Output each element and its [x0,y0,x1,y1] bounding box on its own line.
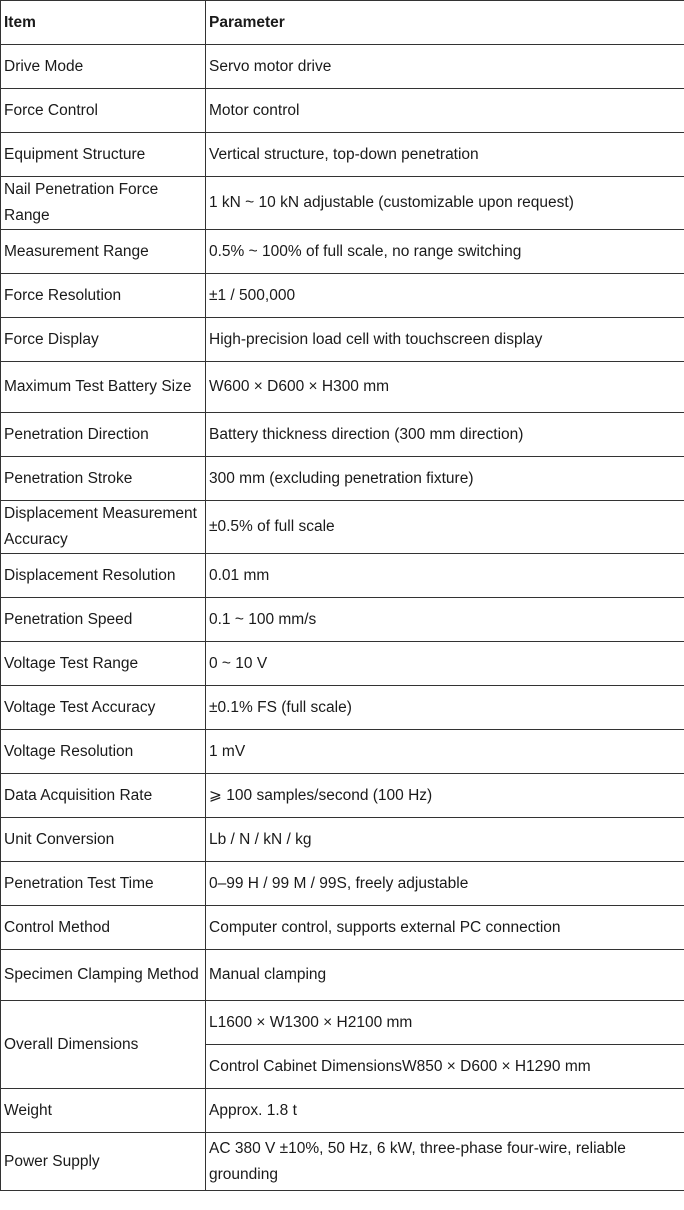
table-row [1,1133,684,1191]
row-item: Penetration Direction [1,413,206,457]
row-value: Vertical structure, top-down penetration [206,133,684,177]
row-value: Manual clamping [206,950,684,1001]
row-item: Penetration Test Time [1,862,206,906]
row-value: ±0.5% of full scale [206,501,684,554]
row-item: Penetration Speed [1,598,206,642]
table-row [1,642,684,686]
table-row [1,818,684,862]
table-row [1,501,684,554]
row-item: Force Control [1,89,206,133]
row-item: Force Display [1,318,206,362]
table-row [1,1001,684,1045]
table-row [1,906,684,950]
table-row [1,1089,684,1133]
row-value-overall-dimensions: L1600 × W1300 × H2100 mm [206,1001,684,1045]
row-value: 300 mm (excluding penetration fixture) [206,457,684,501]
row-item: Weight [1,1089,206,1133]
row-item: Measurement Range [1,230,206,274]
row-value: Lb / N / kN / kg [206,818,684,862]
row-item: Voltage Test Range [1,642,206,686]
header-parameter: Parameter [206,1,684,45]
table-row [1,230,684,274]
row-value: ±1 / 500,000 [206,274,684,318]
table-row [1,133,684,177]
row-item: Displacement Resolution [1,554,206,598]
table-row [1,413,684,457]
row-item: Specimen Clamping Method [1,950,206,1001]
row-item: Unit Conversion [1,818,206,862]
table-row [1,318,684,362]
row-value: Battery thickness direction (300 mm direction) [206,413,684,457]
row-item: Voltage Resolution [1,730,206,774]
row-item: Maximum Test Battery Size [1,362,206,413]
row-value: 0 ~ 10 V [206,642,684,686]
row-value: 0–99 H / 99 M / 99S, freely adjustable [206,862,684,906]
row-item: Equipment Structure [1,133,206,177]
table-row [1,774,684,818]
header-item: Item [1,1,206,45]
row-value: High-precision load cell with touchscreen display [206,318,684,362]
row-item: Force Resolution [1,274,206,318]
table-row [1,45,684,89]
row-value: AC 380 V ±10%, 50 Hz, 6 kW, three-phase four-wire, reliable grounding [206,1133,684,1191]
table-row [1,686,684,730]
table-row [1,457,684,501]
row-item: Penetration Stroke [1,457,206,501]
row-value: Motor control [206,89,684,133]
row-value-control-cabinet-dimensions: Control Cabinet DimensionsW850 × D600 × H1290 mm [206,1045,684,1089]
table-row [1,362,684,413]
row-value: 1 mV [206,730,684,774]
table-row [1,862,684,906]
table-row [1,554,684,598]
row-item: Power Supply [1,1133,206,1191]
row-item: Nail Penetration Force Range [1,177,206,230]
table-header-row [1,1,684,45]
row-value: ⩾ 100 samples/second (100 Hz) [206,774,684,818]
row-value: 0.01 mm [206,554,684,598]
row-value: Computer control, supports external PC connection [206,906,684,950]
row-item: Voltage Test Accuracy [1,686,206,730]
row-item: Control Method [1,906,206,950]
table-row [1,89,684,133]
row-value: 0.1 ~ 100 mm/s [206,598,684,642]
row-item: Drive Mode [1,45,206,89]
table-row [1,274,684,318]
row-item-overall-dimensions: Overall Dimensions [1,1001,206,1089]
row-value: W600 × D600 × H300 mm [206,362,684,413]
table-row [1,177,684,230]
row-value: Servo motor drive [206,45,684,89]
row-item: Data Acquisition Rate [1,774,206,818]
table-row [1,598,684,642]
table-row [1,730,684,774]
row-value: 0.5% ~ 100% of full scale, no range switching [206,230,684,274]
row-value: 1 kN ~ 10 kN adjustable (customizable upon request) [206,177,684,230]
table-row [1,950,684,1001]
row-value: Approx. 1.8 t [206,1089,684,1133]
row-value: ±0.1% FS (full scale) [206,686,684,730]
row-item: Displacement Measurement Accuracy [1,501,206,554]
